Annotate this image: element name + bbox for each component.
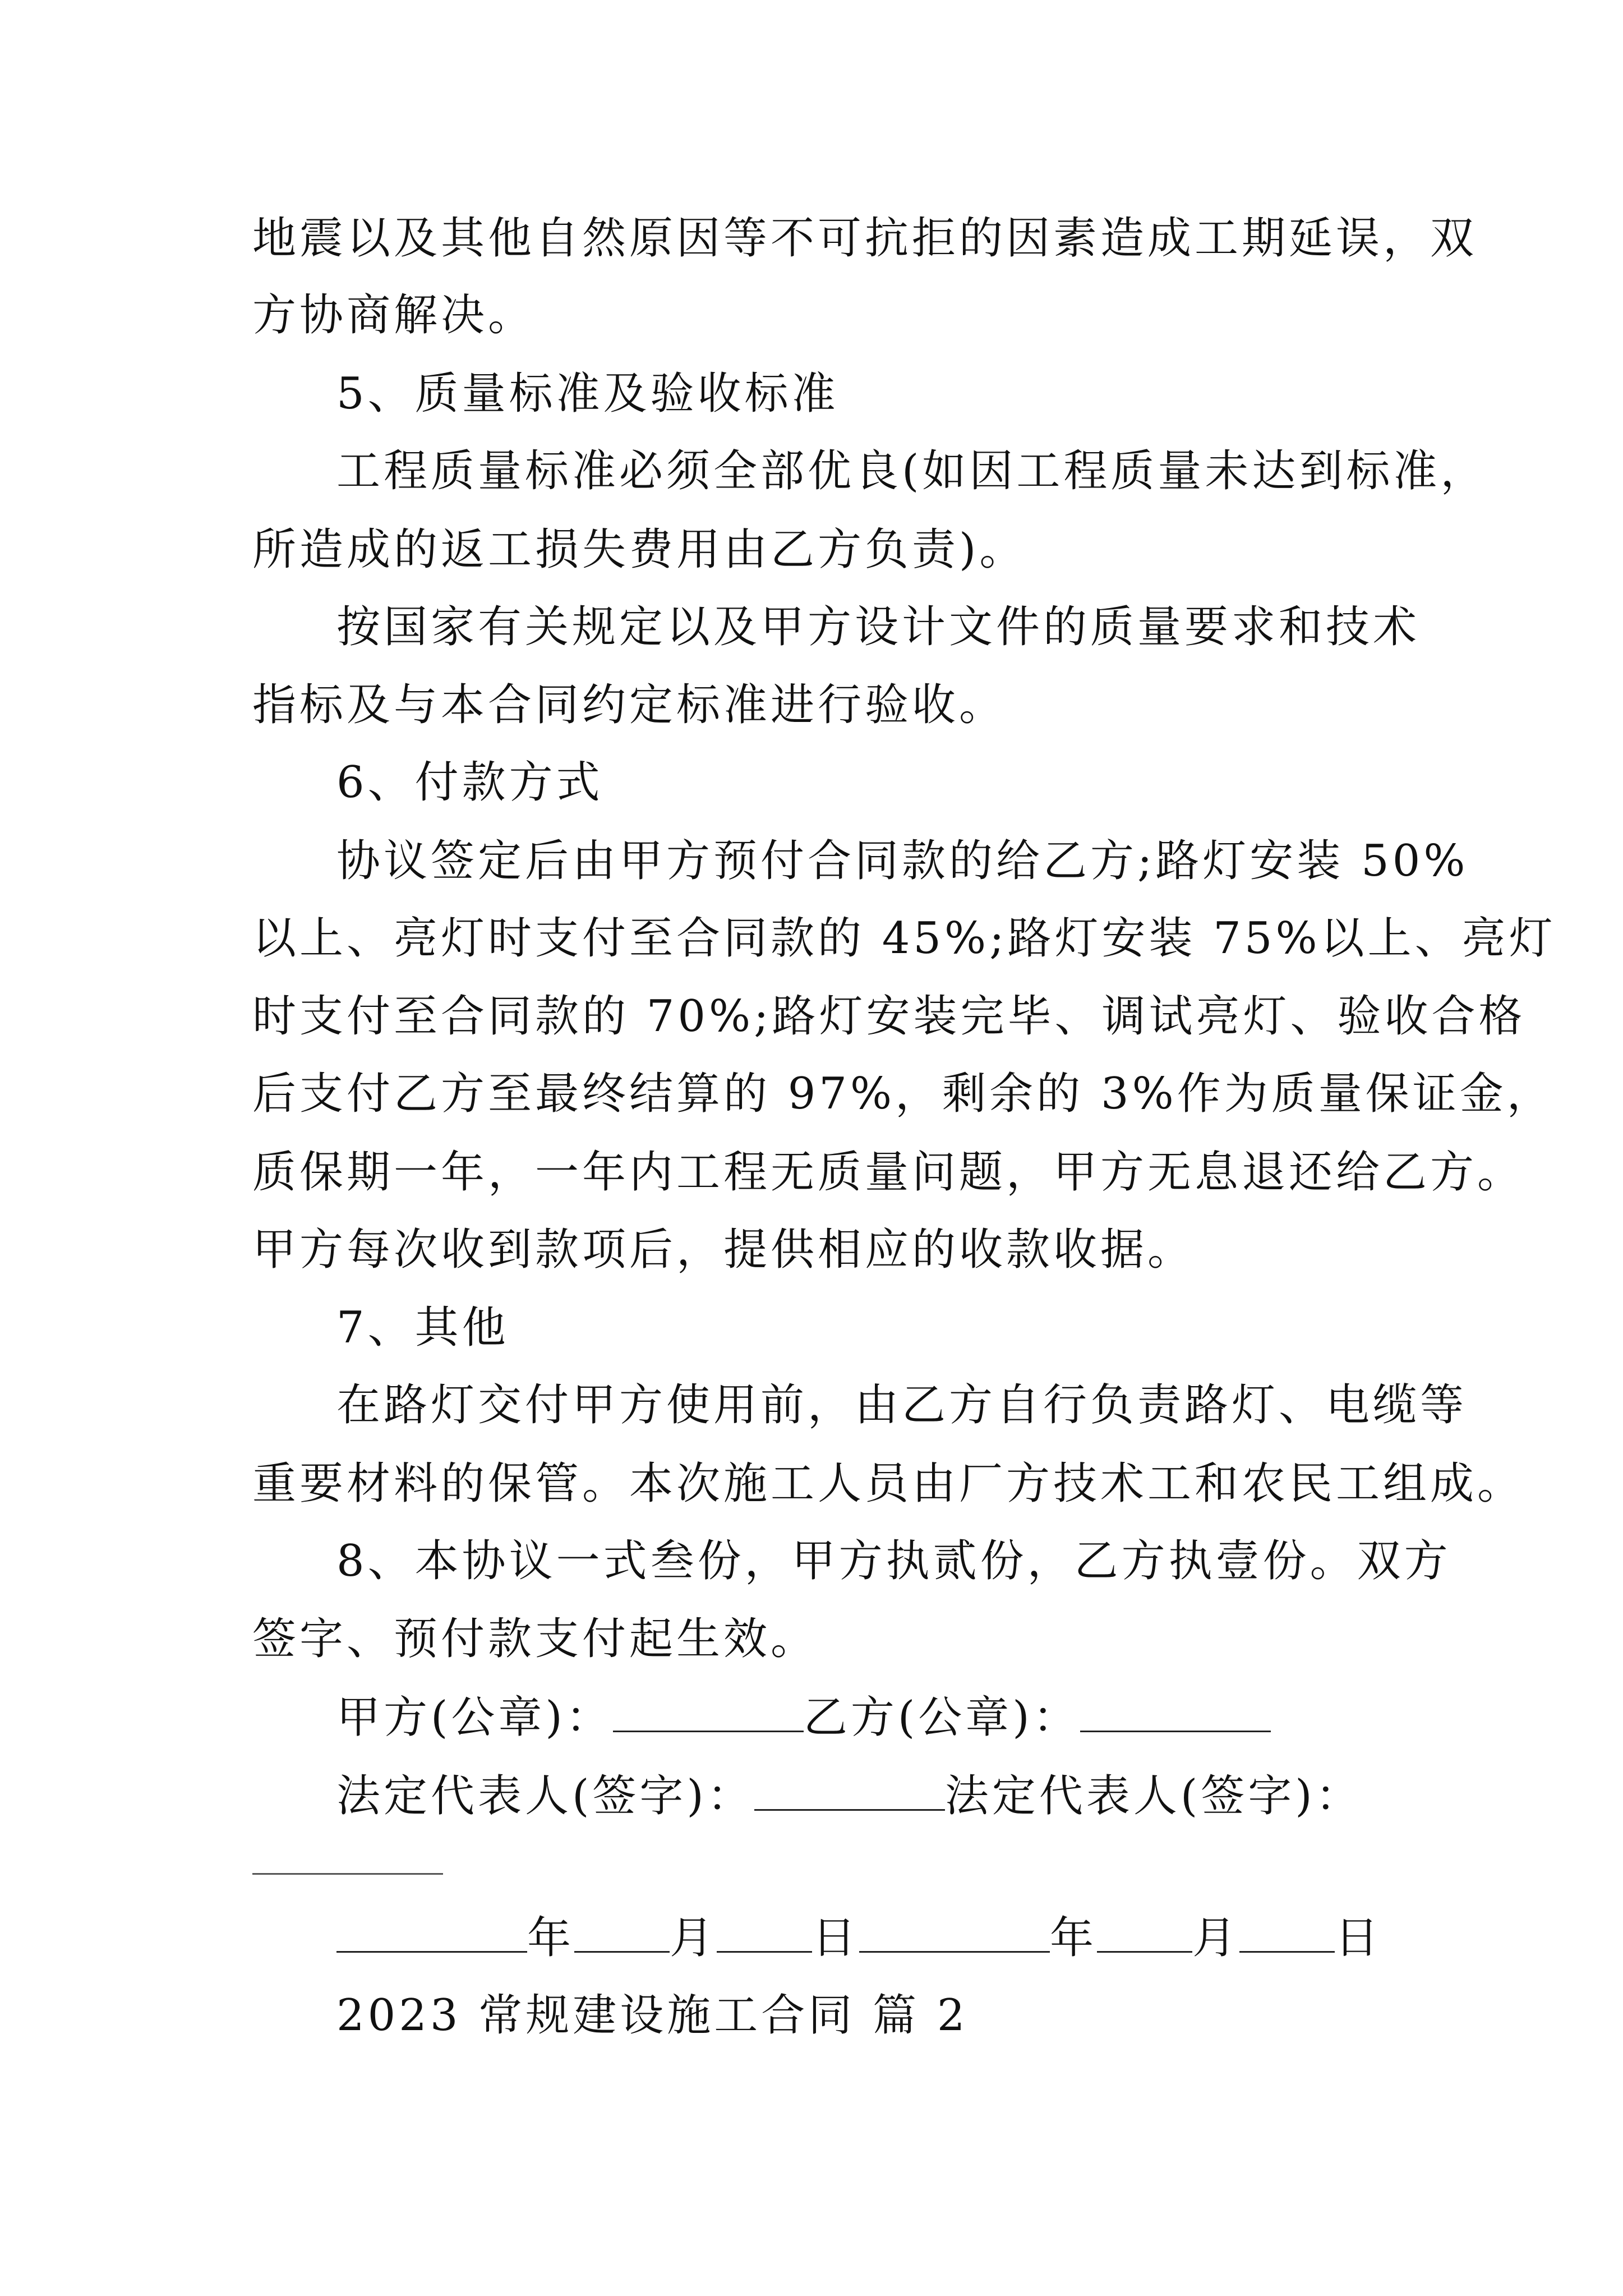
party-b-rep-label: 法定代表人(签字)：: [944, 1771, 1363, 1821]
paragraph-line: 所造成的返工损失费用由乙方负责)。: [252, 524, 1027, 575]
day-blank-b: [1239, 1912, 1335, 1953]
paragraph-line: 在路灯交付甲方使用前，由乙方自行负责路灯、电缆等: [336, 1380, 1468, 1430]
party-b-seal-label: 乙方(公章)：: [803, 1692, 1080, 1743]
party-a-seal-blank: [613, 1691, 804, 1732]
paragraph-line: 重要材料的保管。本次施工人员由厂方技术工和农民工组成。: [252, 1458, 1525, 1509]
paragraph-line: 8、本协议一式叁份，甲方执贰份，乙方执壹份。双方: [336, 1536, 1451, 1586]
date-line: [336, 1912, 1382, 1963]
party-b-seal-blank: [1080, 1691, 1271, 1732]
year-label-a: 年: [527, 1913, 575, 1963]
day-label-b: 日: [1335, 1913, 1382, 1963]
paragraph-line: 地震以及其他自然原因等不可抗拒的因素造成工期延误，双: [252, 213, 1478, 264]
party-a-rep-blank: [754, 1770, 945, 1811]
paragraph-line: 质保期一年，一年内工程无质量问题，甲方无息退还给乙方。: [252, 1147, 1525, 1198]
next-section-title: 2023 常规建设施工合同 篇 2: [336, 1990, 969, 2041]
year-blank-a: [336, 1912, 527, 1953]
section-heading-5: 5、质量标准及验收标准: [336, 369, 839, 419]
day-blank-a: [717, 1912, 812, 1953]
party-b-rep-blank: [252, 1873, 443, 1875]
seal-line: [336, 1691, 1271, 1743]
paragraph-line: 以上、亮灯时支付至合同款的 45%;路灯安装 75%以上、亮灯: [252, 913, 1556, 964]
representative-line: [336, 1770, 1363, 1821]
paragraph-line: 工程质量标准必须全部优良(如因工程质量未达到标准，: [336, 446, 1488, 496]
year-blank-b: [859, 1912, 1050, 1953]
paragraph-line: 后支付乙方至最终结算的 97%，剩余的 3%作为质量保证金，: [252, 1069, 1554, 1119]
year-label-b: 年: [1050, 1913, 1098, 1963]
month-label-a: 月: [670, 1913, 717, 1963]
party-a-seal-label: 甲方(公章)：: [336, 1692, 613, 1743]
paragraph-line: 协议签定后由甲方预付合同款的给乙方;路灯安装 50%: [336, 836, 1469, 886]
paragraph-line: 签字、预付款支付起生效。: [252, 1614, 818, 1664]
month-blank-b: [1097, 1912, 1192, 1953]
paragraph-line: 指标及与本合同约定标准进行验收。: [252, 680, 1007, 730]
party-a-rep-label: 法定代表人(签字)：: [336, 1771, 754, 1821]
day-label-a: 日: [812, 1913, 860, 1963]
paragraph-line: 按国家有关规定以及甲方设计文件的质量要求和技术: [336, 602, 1421, 652]
section-heading-6: 6、付款方式: [336, 757, 603, 808]
section-heading-7: 7、其他: [336, 1303, 509, 1353]
month-blank-a: [574, 1912, 670, 1953]
month-label-b: 月: [1192, 1913, 1240, 1963]
paragraph-line: 甲方每次收到款项后，提供相应的收款收据。: [252, 1225, 1195, 1275]
paragraph-line: 时支付至合同款的 70%;路灯安装完毕、调试亮灯、验收合格: [252, 991, 1526, 1042]
paragraph-line: 方协商解决。: [252, 290, 536, 341]
